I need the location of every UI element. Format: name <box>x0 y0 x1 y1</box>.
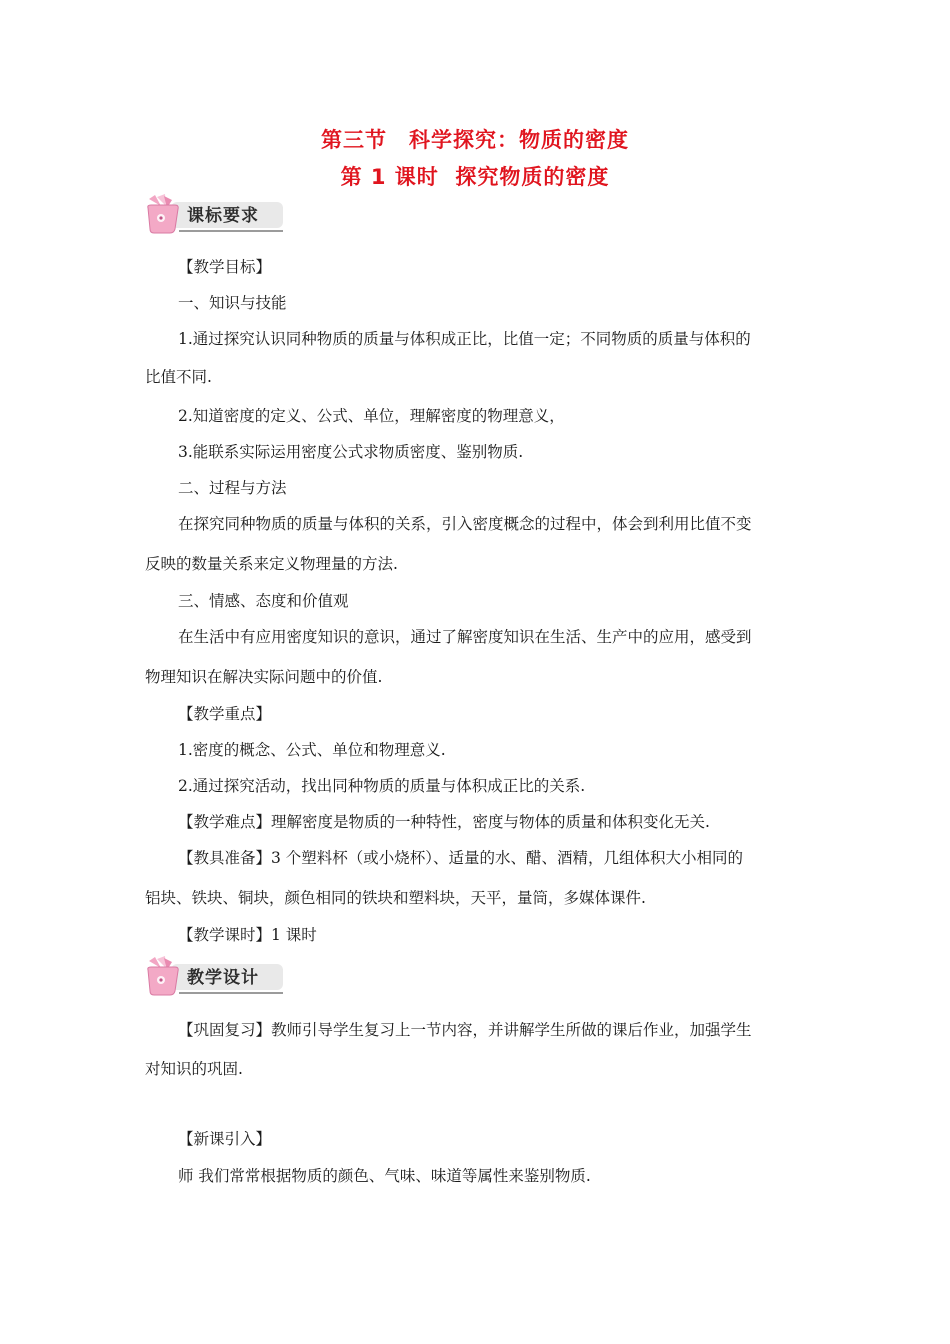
review-text: 【巩固复习】教师引导学生复习上一节内容，并讲解学生所做的课后作业，加强学生 <box>178 1021 752 1039</box>
process-methods-text-cont: 反映的数量关系来定义物理量的方法. <box>145 555 398 573</box>
process-methods-text: 在探究同种物质的质量与体积的关系，引入密度概念的过程中，体会到利用比值不变 <box>178 515 752 533</box>
knowledge-item-1: 1.通过探究认识同种物质的质量与体积成正比，比值一定；不同物质的质量与体积的 <box>178 330 751 348</box>
emotion-values-text: 在生活中有应用密度知识的意识，通过了解密度知识在生活、生产中的应用，感受到 <box>178 628 752 646</box>
teaching-tools-text-cont: 铝块、铁块、铜块，颜色相同的铁块和塑料块，天平，量筒，多媒体课件. <box>145 889 646 907</box>
design-badge <box>145 955 285 999</box>
knowledge-skills-heading: 一、知识与技能 <box>178 294 287 312</box>
class-periods-text: 【教学课时】1 课时 <box>178 926 317 944</box>
emotion-values-text-cont: 物理知识在解决实际问题中的价值. <box>145 668 383 686</box>
lesson-title: 第 1 课时 探究物质的密度 <box>340 165 610 189</box>
knowledge-item-2: 2.知道密度的定义、公式、单位，理解密度的物理意义， <box>178 407 565 425</box>
section-title: 第三节 科学探究：物质的密度 <box>321 128 629 152</box>
process-methods-heading: 二、过程与方法 <box>178 479 287 497</box>
teaching-tools-text: 【教具准备】3 个塑料杯（或小烧杯）、适量的水、醋、酒精，几组体积大小相同的 <box>178 849 744 867</box>
emotion-values-heading: 三、情感、态度和价值观 <box>178 592 349 610</box>
standards-badge-label: 课标要求 <box>187 206 259 226</box>
review-text-cont: 对知识的巩固. <box>145 1060 243 1078</box>
knowledge-item-1-cont: 比值不同. <box>145 368 212 386</box>
key-points-heading: 【教学重点】 <box>178 705 272 723</box>
difficulty-text: 【教学难点】理解密度是物质的一种特性，密度与物体的质量和体积变化无关. <box>178 813 710 831</box>
new-lesson-heading: 【新课引入】 <box>178 1130 272 1148</box>
objectives-heading: 【教学目标】 <box>178 258 272 276</box>
key-point-1: 1.密度的概念、公式、单位和物理意义. <box>178 741 446 759</box>
key-point-2: 2.通过探究活动，找出同种物质的质量与体积成正比的关系. <box>178 777 586 795</box>
design-badge-label: 教学设计 <box>187 968 259 988</box>
new-lesson-text: 师 我们常常根据物质的颜色、气味、味道等属性来鉴别物质. <box>178 1167 591 1185</box>
knowledge-item-3: 3.能联系实际运用密度公式求物质密度、鉴别物质. <box>178 443 524 461</box>
standards-badge <box>145 193 285 237</box>
